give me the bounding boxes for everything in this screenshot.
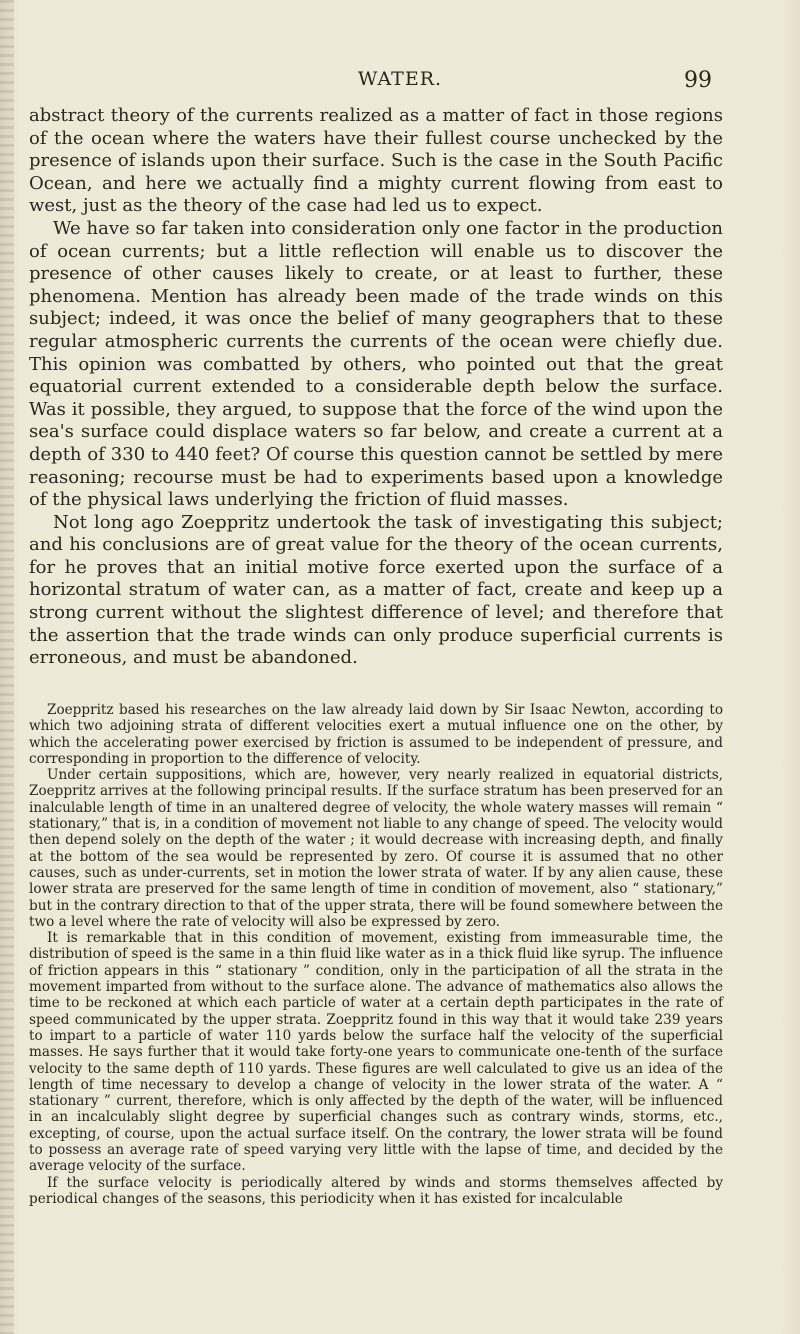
page-header xyxy=(0,68,800,98)
running-head: WATER. xyxy=(357,68,443,90)
page-number: 99 xyxy=(684,68,712,93)
paragraph: If the surface velocity is periodically altered by winds and storms themselves affected by periodical changes of the seasons, this periodicity when it has existed for incalculable xyxy=(29,1174,723,1207)
paragraph: It is remarkable that in this condition of movement, existing from immeasurable time, the distribution of speed is the same in a thin fluid like water as in a thick fluid like syrup. The influence of friction appears in this “ stationary ” condition, only in the participation of all the strata in the movement imparted from without to the surface alone. The advance of mathematics also allows the time to be reckoned at which each particle of water at a certain depth participates in the rate of speed communicated by the upper strata. Zoeppritz found in this way that it would take 239 years to impart to a particle of water 110 yards below the surface half the velocity of the superficial masses. He says further that it would take forty-one years to communicate one-tenth of the surface velocity to the same depth of 110 yards. These figures are well calculated to give us an idea of the length of time necessary to develop a change of velocity in the lower strata of the water. A “ stationary ” current, therefore, which is only affected by the depth of the water, will be influenced in an incalculably slight degree by superficial changes such as contrary winds, storms, etc., excepting, of course, upon the actual surface itself. On the contrary, the lower strata will be found to possess an average rate of speed varying very little with the lapse of time, and decided by the average velocity of the surface. xyxy=(29,930,723,1175)
paragraph: Zoeppritz based his researches on the law already laid down by Sir Isaac Newton, according to which two adjoining strata of different velocities exert a mutual influence one on the other, by which the accelerating power exercised by friction is assumed to be independent of pressure, and corresponding in proportion to the difference of velocity. xyxy=(29,702,723,767)
paragraph: Under certain suppositions, which are, however, very nearly realized in equatorial districts, Zoeppritz arrives at the following principal results. If the surface stratum has been preserved for an inalculable length of time in an unaltered degree of velocity, the whole watery masses will remain “ stationary,” that is, in a condition of movement not liable to any change of speed. The velocity would then depend solely on the depth of the water ; it would decrease with increasing depth, and finally at the bottom of the sea would be represented by zero. Of course it is assumed that no other causes, such as under-currents, set in motion the lower strata of water. If by any alien cause, these lower strata are preserved for the same length of time in condition of movement, also “ stationary,” but in the contrary direction to that of the upper strata, there will be found somewhere between the two a level where the rate of velocity will also be expressed by zero. xyxy=(29,767,723,930)
paragraph: Not long ago Zoeppritz undertook the task of investigating this subject; and his conclusions are of great value for the theory of the ocean currents, for he proves that an initial motive force exerted upon the surface of a horizontal stratum of water can, as a matter of fact, create and keep up a strong current without the slightest difference of level; and therefore that the assertion that the trade winds can only produce superficial currents is erroneous, and must be abandoned. xyxy=(29,511,723,669)
paragraph: We have so far taken into consideration only one factor in the production of ocean currents; but a little reflection will enable us to discover the presence of other causes likely to create, or at least to further, these phenomena. Mention has already been made of the trade winds on this subject; indeed, it was once the belief of many geographers that to these regular atmospheric currents the currents of the ocean were chiefly due. This opinion was combatted by others, who pointed out that the great equatorial current extended to a considerable depth below the surface. Was it possible, they argued, to suppose that the force of the wind upon the sea's surface could displace waters so far below, and create a current at a depth of 330 to 440 feet? Of course this question cannot be settled by mere reasoning; recourse must be had to experiments based upon a knowledge of the physical laws underlying the friction of fluid masses. xyxy=(29,217,723,511)
small-print-text xyxy=(29,702,723,1207)
paragraph: abstract theory of the currents realized as a matter of fact in those regions of the ocean where the waters have their fullest course unchecked by the presence of islands upon their surface. Such is the case in the South Pacific Ocean, and here we actually find a mighty current flowing from east to west, just as the theory of the case had led us to expect. xyxy=(29,105,723,217)
binding-gutter xyxy=(0,0,14,1334)
main-text xyxy=(29,105,723,670)
